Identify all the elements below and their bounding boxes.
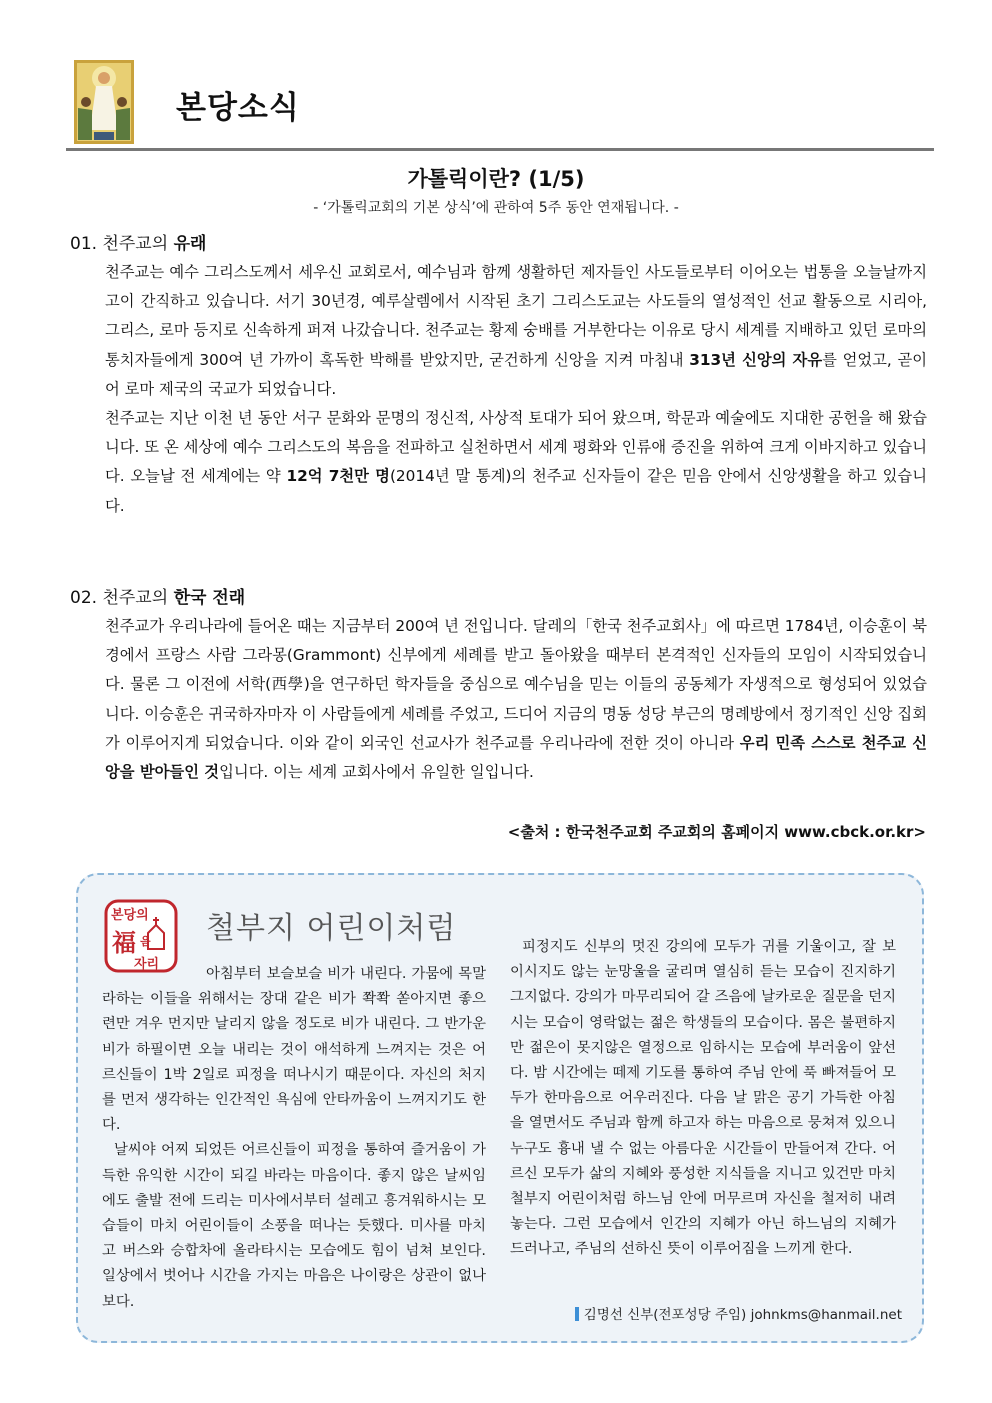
section-number: 02. <box>70 588 98 608</box>
author-bar-icon <box>575 1307 579 1321</box>
header-divider <box>66 148 934 151</box>
column-left-text <box>102 962 486 1315</box>
column-right-text <box>510 935 896 1263</box>
column-box <box>76 873 924 1343</box>
section-heading-origin <box>70 229 206 254</box>
section-body-origin <box>105 258 927 521</box>
stamp-text-small: 음 <box>140 935 151 948</box>
stamp-text-big: 福 <box>112 928 136 957</box>
paragraph: 아침부터 보슬보슬 비가 내린다. 가뭄에 목말라하는 이들을 위해서는 장대 같은 비가 쫙쫙 쏟아지면 좋으련만 겨우 먼지만 날리지 않을 정도로 비가 내린다. 그 반가운 비가 하필이면 오늘 내리는 것이 애석하게 느껴지는 것은 어르신들이 1박 2일로 피정을 떠나시기 때문이다. 자신의 처지를 먼저 생각하는 인간적인 욕심에 안타까움이 느껴지기도 한다. <box>102 966 486 1134</box>
paragraph: 피정지도 신부의 멋진 강의에 모두가 귀를 기울이고, 잘 보이시지도 않는 눈망울을 굴리며 열심히 듣는 모습이 진지하기 그지없다. 강의가 마무리되어 갈 즈음에 날카로운 질문을 던지시는 모습이 영락없는 젊은 학생들의 모습이다. 몸은 불편하지만 젊은이 못지않은 열정으로 임하시는 모습에 부러움이 앞선다. 밤 시간에는 떼제 기도를 통하여 주님 안에 푹 빠져들어 모두가 한마음으로 어우러진다. 다음 날 맑은 공기 가득한 아침을 열면서도 주님과 함께 하고자 하는 마음으로 뭉쳐져 있으니 누구도 흉내 낼 수 없는 아름다운 시간들이 만들어져 간다. 어르신 모두가 삶의 지혜와 풍성한 지식들을 지니고 있건만 마치 철부지 어린이처럼 하느님 안에 머무르며 자신을 철저히 내려놓는다. 그런 모습에서 인간의 지혜가 아닌 하느님의 지혜가 드러나고, 주님의 선하신 뜻이 이루어짐을 느끼게 한다. <box>510 939 896 1258</box>
article-title: 가톨릭이란? (1/5) <box>407 167 585 191</box>
stamp-text-bottom: 자리 <box>134 957 160 972</box>
paragraph: 천주교는 예수 그리스도께서 세우신 교회로서, 예수님과 함께 생활하던 제자들인 사도들로부터 이어오는 법통을 오늘날까지 고이 간직하고 있습니다. 서기 30년경, 예루살렘에서 시작된 초기 그리스도교는 사도들의 열성적인 선교 활동으로 시리아, 그리스, 로마 등지로 신속하게 퍼져 나갔습니다. 천주교는 황제 숭배를 거부한다는 이유로 당시 세계를 지배하고 있던 로마의 통치자들에게 300여 년 가까이 혹독한 박해를 받았지만, 굳건하게 신앙을 지켜 마침내 313년 신앙의 자유를 얻었고, 곧이어 로마 제국의 국교가 되었습니다. <box>105 263 927 398</box>
article-subtitle: - ‘가톨릭교회의 기본 상식’에 관하여 5주 동안 연재됩니다. - <box>313 200 679 216</box>
section-heading-bold: 유래 <box>173 234 207 254</box>
stamp-text-top: 본당의 <box>111 908 149 923</box>
section-number: 01. <box>70 234 98 254</box>
paragraph: 날씨야 어찌 되었든 어르신들이 피정을 통하여 즐거움이 가득한 유익한 시간이 되길 바라는 마음이다. 좋지 않은 날씨임에도 출발 전에 드리는 미사에서부터 설레고 흥겨워하시는 모습들이 마치 어린이들이 소풍을 떠나는 듯했다. 미사를 마치고 버스와 승합차에 올라타시는 모습에도 힘이 넘쳐 보인다. 일상에서 벗어나 시간을 가지는 마음은 나이랑은 상관이 없나 보다. <box>102 1142 486 1310</box>
section-heading-text: 천주교의 <box>102 234 169 254</box>
author-credit: 김명선 신부(전포성당 주임) johnkms@hanmail.net <box>575 1303 902 1323</box>
column-title: 철부지 어린이처럼 <box>206 911 457 946</box>
section-body-korea <box>105 612 927 787</box>
section-heading-text: 천주교의 <box>102 588 169 608</box>
page-header <box>72 60 934 152</box>
section-heading-korea <box>70 583 245 608</box>
paragraph: 천주교는 지난 이천 년 동안 서구 문화와 문명의 정신적, 사상적 토대가 되어 왔으며, 학문과 예술에도 지대한 공헌을 해 왔습니다. 또 온 세상에 예수 그리스도의 복음을 전파하고 실천하면서 세계 평화와 인류애 증진을 위하여 크게 이바지하고 있습니다. 오늘날 전 세계에는 약 12억 7천만 명(2014년 말 통계)의 천주교 신자들이 같은 믿음 안에서 신앙생활을 하고 있습니다. <box>105 409 927 515</box>
paragraph: 천주교가 우리나라에 들어온 때는 지금부터 200여 년 전입니다. 달레의「한국 천주교회사」에 따르면 1784년, 이승훈이 북경에서 프랑스 사람 그라몽(Grammont) 신부에게 세례를 받고 돌아왔을 때부터 본격적인 신자들의 모임이 시작되었습니다. 물론 그 이전에 서학(西學)을 연구하던 학자들을 중심으로 예수님을 믿는 이들의 공동체가 자생적으로 형성되어 있었습니다. 이승훈은 귀국하자마자 이 사람들에게 세례를 주었고, 드디어 지금의 명동 성당 부근의 명례방에서 정기적인 신앙 집회가 이루어지게 되었습니다. 이와 같이 외국인 선교사가 천주교를 우리나라에 전한 것이 아니라 우리 민족 스스로 천주교 신앙을 받아들인 것입니다. 이는 세계 교회사에서 유일한 일입니다. <box>105 617 927 782</box>
jesus-disciples-logo-icon <box>74 60 134 144</box>
source-citation: <출처 : 한국천주교회 주교회의 홈페이지 www.cbck.or.kr> <box>507 823 926 841</box>
section-heading-bold: 한국 전래 <box>173 588 246 608</box>
section-title: 본당소식 <box>176 90 300 126</box>
